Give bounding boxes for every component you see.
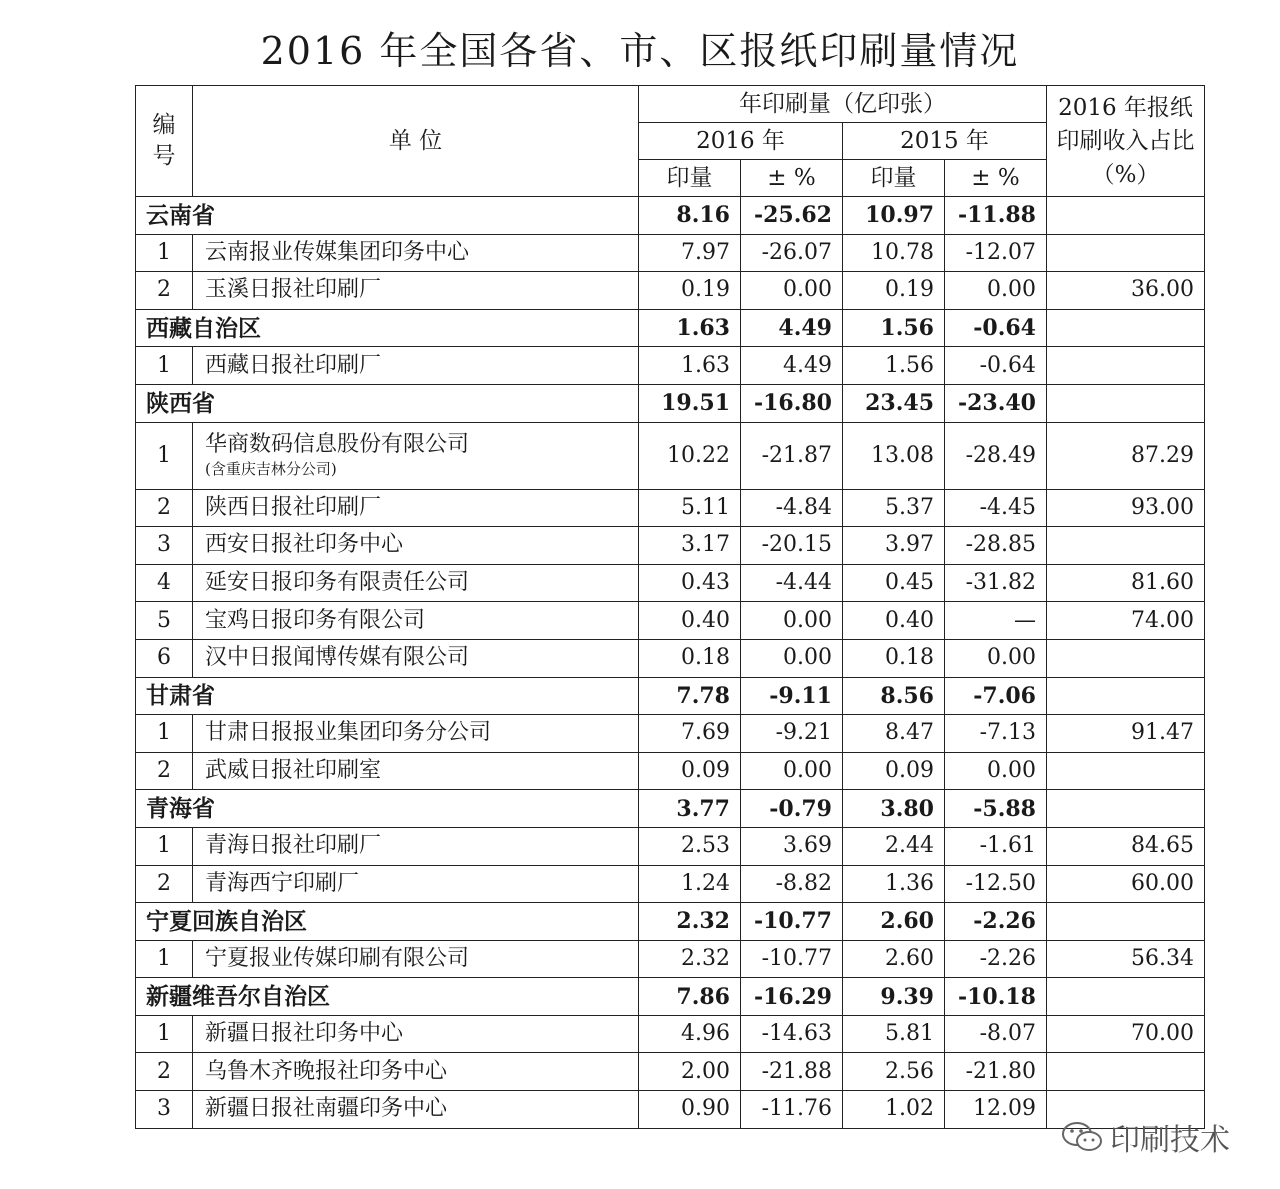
print-2015: 13.08	[843, 422, 945, 489]
table-row	[136, 489, 1205, 527]
pct-2016: -20.15	[741, 527, 843, 565]
table-row	[136, 422, 1205, 489]
pct-2015: -11.88	[945, 197, 1047, 235]
print-2016: 4.96	[639, 1015, 741, 1053]
print-2015: 10.97	[843, 197, 945, 235]
pct-2015: -21.80	[945, 1053, 1047, 1091]
province-row	[136, 384, 1205, 422]
print-2015: 2.60	[843, 940, 945, 978]
pct-2015: -2.26	[945, 940, 1047, 978]
unit-name-text: 陕西日报社印刷厂	[205, 494, 382, 520]
pct-2016: 0.00	[741, 602, 843, 640]
income-share	[1047, 639, 1205, 677]
income-share: 70.00	[1047, 1015, 1205, 1053]
unit-name	[193, 865, 639, 903]
pct-2016: 4.49	[741, 347, 843, 385]
print-2016: 2.00	[639, 1053, 741, 1091]
pct-2016: -9.21	[741, 715, 843, 753]
header-unit: 单 位	[193, 86, 639, 197]
print-2015: 2.56	[843, 1053, 945, 1091]
province-name: 甘肃省	[136, 677, 639, 715]
print-2015: 8.56	[843, 677, 945, 715]
income-share: 36.00	[1047, 272, 1205, 310]
unit-name	[193, 564, 639, 602]
print-2015: 3.80	[843, 790, 945, 828]
pct-2016: 0.00	[741, 639, 843, 677]
unit-name	[193, 639, 639, 677]
province-name: 青海省	[136, 790, 639, 828]
unit-name	[193, 234, 639, 272]
print-2016: 5.11	[639, 489, 741, 527]
unit-name-text: 宁夏报业传媒印刷有限公司	[205, 945, 470, 971]
pct-2016: -26.07	[741, 234, 843, 272]
print-2015: 1.56	[843, 347, 945, 385]
print-2016: 1.63	[639, 309, 741, 347]
pct-2016: -9.11	[741, 677, 843, 715]
print-2016: 1.24	[639, 865, 741, 903]
income-share	[1047, 677, 1205, 715]
pct-2015: —	[945, 602, 1047, 640]
pct-2015: -10.18	[945, 978, 1047, 1016]
unit-name-text: 华商数码信息股份有限公司	[205, 432, 470, 458]
table-row	[136, 527, 1205, 565]
row-number: 2	[136, 752, 193, 790]
income-share: 91.47	[1047, 715, 1205, 753]
row-number: 1	[136, 715, 193, 753]
pct-2016: 3.69	[741, 827, 843, 865]
income-share	[1047, 1053, 1205, 1091]
income-share	[1047, 347, 1205, 385]
pct-2016: -8.82	[741, 865, 843, 903]
table-row	[136, 865, 1205, 903]
province-row	[136, 790, 1205, 828]
province-row	[136, 197, 1205, 235]
header-num: 编号	[136, 86, 193, 197]
print-2015: 0.40	[843, 602, 945, 640]
print-2015: 8.47	[843, 715, 945, 753]
row-number: 3	[136, 1091, 193, 1129]
pct-2015: -28.85	[945, 527, 1047, 565]
pct-2015: -1.61	[945, 827, 1047, 865]
print-2016: 2.32	[639, 903, 741, 941]
pct-2015: -0.64	[945, 347, 1047, 385]
income-share	[1047, 197, 1205, 235]
income-share: 56.34	[1047, 940, 1205, 978]
watermark	[1060, 1115, 1230, 1159]
print-2016: 7.86	[639, 978, 741, 1016]
table-row	[136, 564, 1205, 602]
province-name: 新疆维吾尔自治区	[136, 978, 639, 1016]
unit-name	[193, 715, 639, 753]
print-volume-table	[135, 85, 1205, 1129]
unit-name	[193, 940, 639, 978]
print-2016: 7.97	[639, 234, 741, 272]
pct-2015: -12.50	[945, 865, 1047, 903]
unit-name-text: 云南报业传媒集团印务中心	[205, 239, 470, 265]
row-number: 4	[136, 564, 193, 602]
header-pct-2016: ± %	[741, 160, 843, 197]
unit-name-text: 延安日报印务有限责任公司	[205, 570, 470, 596]
table-row	[136, 1053, 1205, 1091]
header-volume: 年印刷量（亿印张）	[639, 86, 1047, 123]
pct-2015: 0.00	[945, 752, 1047, 790]
pct-2015: -4.45	[945, 489, 1047, 527]
unit-name-text: 乌鲁木齐晚报社印务中心	[205, 1058, 448, 1084]
row-number: 1	[136, 422, 193, 489]
print-2015: 0.19	[843, 272, 945, 310]
income-share	[1047, 978, 1205, 1016]
unit-name	[193, 1053, 639, 1091]
print-2016: 2.32	[639, 940, 741, 978]
unit-name-text: 西安日报社印务中心	[205, 532, 404, 558]
income-share: 81.60	[1047, 564, 1205, 602]
wechat-icon	[1060, 1120, 1104, 1154]
pct-2015: 0.00	[945, 272, 1047, 310]
pct-2015: -7.06	[945, 677, 1047, 715]
province-name: 宁夏回族自治区	[136, 903, 639, 941]
header-print-2015: 印量	[843, 160, 945, 197]
pct-2015: -8.07	[945, 1015, 1047, 1053]
print-2015: 1.02	[843, 1091, 945, 1129]
header-pct-2015: ± %	[945, 160, 1047, 197]
income-share	[1047, 384, 1205, 422]
print-2016: 7.78	[639, 677, 741, 715]
table-row	[136, 940, 1205, 978]
unit-name-text: 武威日报社印刷室	[205, 758, 382, 784]
row-number: 1	[136, 940, 193, 978]
print-2015: 9.39	[843, 978, 945, 1016]
unit-name-text: 青海日报社印刷厂	[205, 833, 382, 859]
income-share	[1047, 752, 1205, 790]
unit-name-text: 汉中日报闻博传媒有限公司	[205, 645, 470, 671]
table-row	[136, 347, 1205, 385]
pct-2015: 0.00	[945, 639, 1047, 677]
income-share: 74.00	[1047, 602, 1205, 640]
income-share: 87.29	[1047, 422, 1205, 489]
unit-name	[193, 422, 639, 489]
unit-name-text: 甘肃日报报业集团印务分公司	[205, 720, 492, 746]
print-2015: 1.36	[843, 865, 945, 903]
page-title: 2016 年全国各省、市、区报纸印刷量情况	[260, 29, 1020, 73]
unit-name	[193, 602, 639, 640]
pct-2016: -0.79	[741, 790, 843, 828]
print-2015: 10.78	[843, 234, 945, 272]
pct-2015: 12.09	[945, 1091, 1047, 1129]
row-number: 1	[136, 234, 193, 272]
income-share: 93.00	[1047, 489, 1205, 527]
pct-2016: -10.77	[741, 903, 843, 941]
table-row	[136, 752, 1205, 790]
row-number: 6	[136, 639, 193, 677]
pct-2015: -5.88	[945, 790, 1047, 828]
income-share	[1047, 234, 1205, 272]
province-name: 云南省	[136, 197, 639, 235]
pct-2016: -16.29	[741, 978, 843, 1016]
row-number: 1	[136, 347, 193, 385]
unit-name-text: 青海西宁印刷厂	[205, 870, 360, 896]
table-row	[136, 827, 1205, 865]
unit-note: (含重庆吉林分公司)	[205, 460, 337, 479]
header-year-2016: 2016 年	[639, 123, 843, 160]
print-2016: 0.40	[639, 602, 741, 640]
print-2015: 23.45	[843, 384, 945, 422]
print-2015: 5.37	[843, 489, 945, 527]
table-row	[136, 272, 1205, 310]
unit-name	[193, 752, 639, 790]
print-2016: 3.77	[639, 790, 741, 828]
pct-2015: -23.40	[945, 384, 1047, 422]
unit-name-text: 玉溪日报社印刷厂	[205, 277, 382, 303]
income-share: 60.00	[1047, 865, 1205, 903]
print-2016: 0.19	[639, 272, 741, 310]
print-2016: 19.51	[639, 384, 741, 422]
row-number: 2	[136, 272, 193, 310]
print-2016: 10.22	[639, 422, 741, 489]
pct-2016: -11.76	[741, 1091, 843, 1129]
print-2016: 7.69	[639, 715, 741, 753]
print-2015: 0.45	[843, 564, 945, 602]
unit-name	[193, 347, 639, 385]
pct-2016: -25.62	[741, 197, 843, 235]
print-2015: 2.60	[843, 903, 945, 941]
pct-2016: -16.80	[741, 384, 843, 422]
pct-2016: 0.00	[741, 752, 843, 790]
unit-name-text: 宝鸡日报印务有限公司	[205, 607, 426, 633]
print-2016: 0.09	[639, 752, 741, 790]
unit-name	[193, 827, 639, 865]
pct-2016: 0.00	[741, 272, 843, 310]
print-2016: 0.18	[639, 639, 741, 677]
print-2016: 0.90	[639, 1091, 741, 1129]
unit-name	[193, 272, 639, 310]
province-row	[136, 903, 1205, 941]
pct-2016: 4.49	[741, 309, 843, 347]
print-2015: 3.97	[843, 527, 945, 565]
pct-2016: -4.44	[741, 564, 843, 602]
unit-name-text: 新疆日报社印务中心	[205, 1021, 404, 1047]
table-row	[136, 234, 1205, 272]
row-number: 2	[136, 865, 193, 903]
pct-2016: -10.77	[741, 940, 843, 978]
unit-name-text: 新疆日报社南疆印务中心	[205, 1096, 448, 1122]
pct-2015: -31.82	[945, 564, 1047, 602]
table-row	[136, 639, 1205, 677]
pct-2015: -2.26	[945, 903, 1047, 941]
unit-name	[193, 527, 639, 565]
row-number: 1	[136, 1015, 193, 1053]
row-number: 3	[136, 527, 193, 565]
print-2016: 2.53	[639, 827, 741, 865]
province-name: 陕西省	[136, 384, 639, 422]
table-row	[136, 1015, 1205, 1053]
province-row	[136, 978, 1205, 1016]
row-number: 2	[136, 489, 193, 527]
province-row	[136, 309, 1205, 347]
row-number: 1	[136, 827, 193, 865]
unit-name	[193, 489, 639, 527]
unit-name-text: 西藏日报社印刷厂	[205, 352, 382, 378]
pct-2015: -28.49	[945, 422, 1047, 489]
print-2015: 0.18	[843, 639, 945, 677]
pct-2015: -0.64	[945, 309, 1047, 347]
province-row	[136, 677, 1205, 715]
row-number: 2	[136, 1053, 193, 1091]
row-number: 5	[136, 602, 193, 640]
unit-name	[193, 1015, 639, 1053]
pct-2016: -14.63	[741, 1015, 843, 1053]
unit-name	[193, 1091, 639, 1129]
income-share	[1047, 790, 1205, 828]
print-2015: 5.81	[843, 1015, 945, 1053]
print-2015: 2.44	[843, 827, 945, 865]
watermark-text: 印刷技术	[1110, 1123, 1230, 1158]
table-row	[136, 1091, 1205, 1129]
income-share	[1047, 527, 1205, 565]
print-2016: 3.17	[639, 527, 741, 565]
income-share: 84.65	[1047, 827, 1205, 865]
print-2015: 1.56	[843, 309, 945, 347]
province-name: 西藏自治区	[136, 309, 639, 347]
table-row	[136, 602, 1205, 640]
pct-2016: -21.87	[741, 422, 843, 489]
print-2016: 0.43	[639, 564, 741, 602]
print-2016: 8.16	[639, 197, 741, 235]
pct-2015: -12.07	[945, 234, 1047, 272]
pct-2015: -7.13	[945, 715, 1047, 753]
pct-2016: -4.84	[741, 489, 843, 527]
header-income: 2016 年报纸印刷收入占比（%）	[1047, 86, 1205, 197]
income-share	[1047, 309, 1205, 347]
header-print-2016: 印量	[639, 160, 741, 197]
print-2016: 1.63	[639, 347, 741, 385]
header-year-2015: 2015 年	[843, 123, 1047, 160]
income-share	[1047, 903, 1205, 941]
print-2015: 0.09	[843, 752, 945, 790]
pct-2016: -21.88	[741, 1053, 843, 1091]
table-row	[136, 715, 1205, 753]
